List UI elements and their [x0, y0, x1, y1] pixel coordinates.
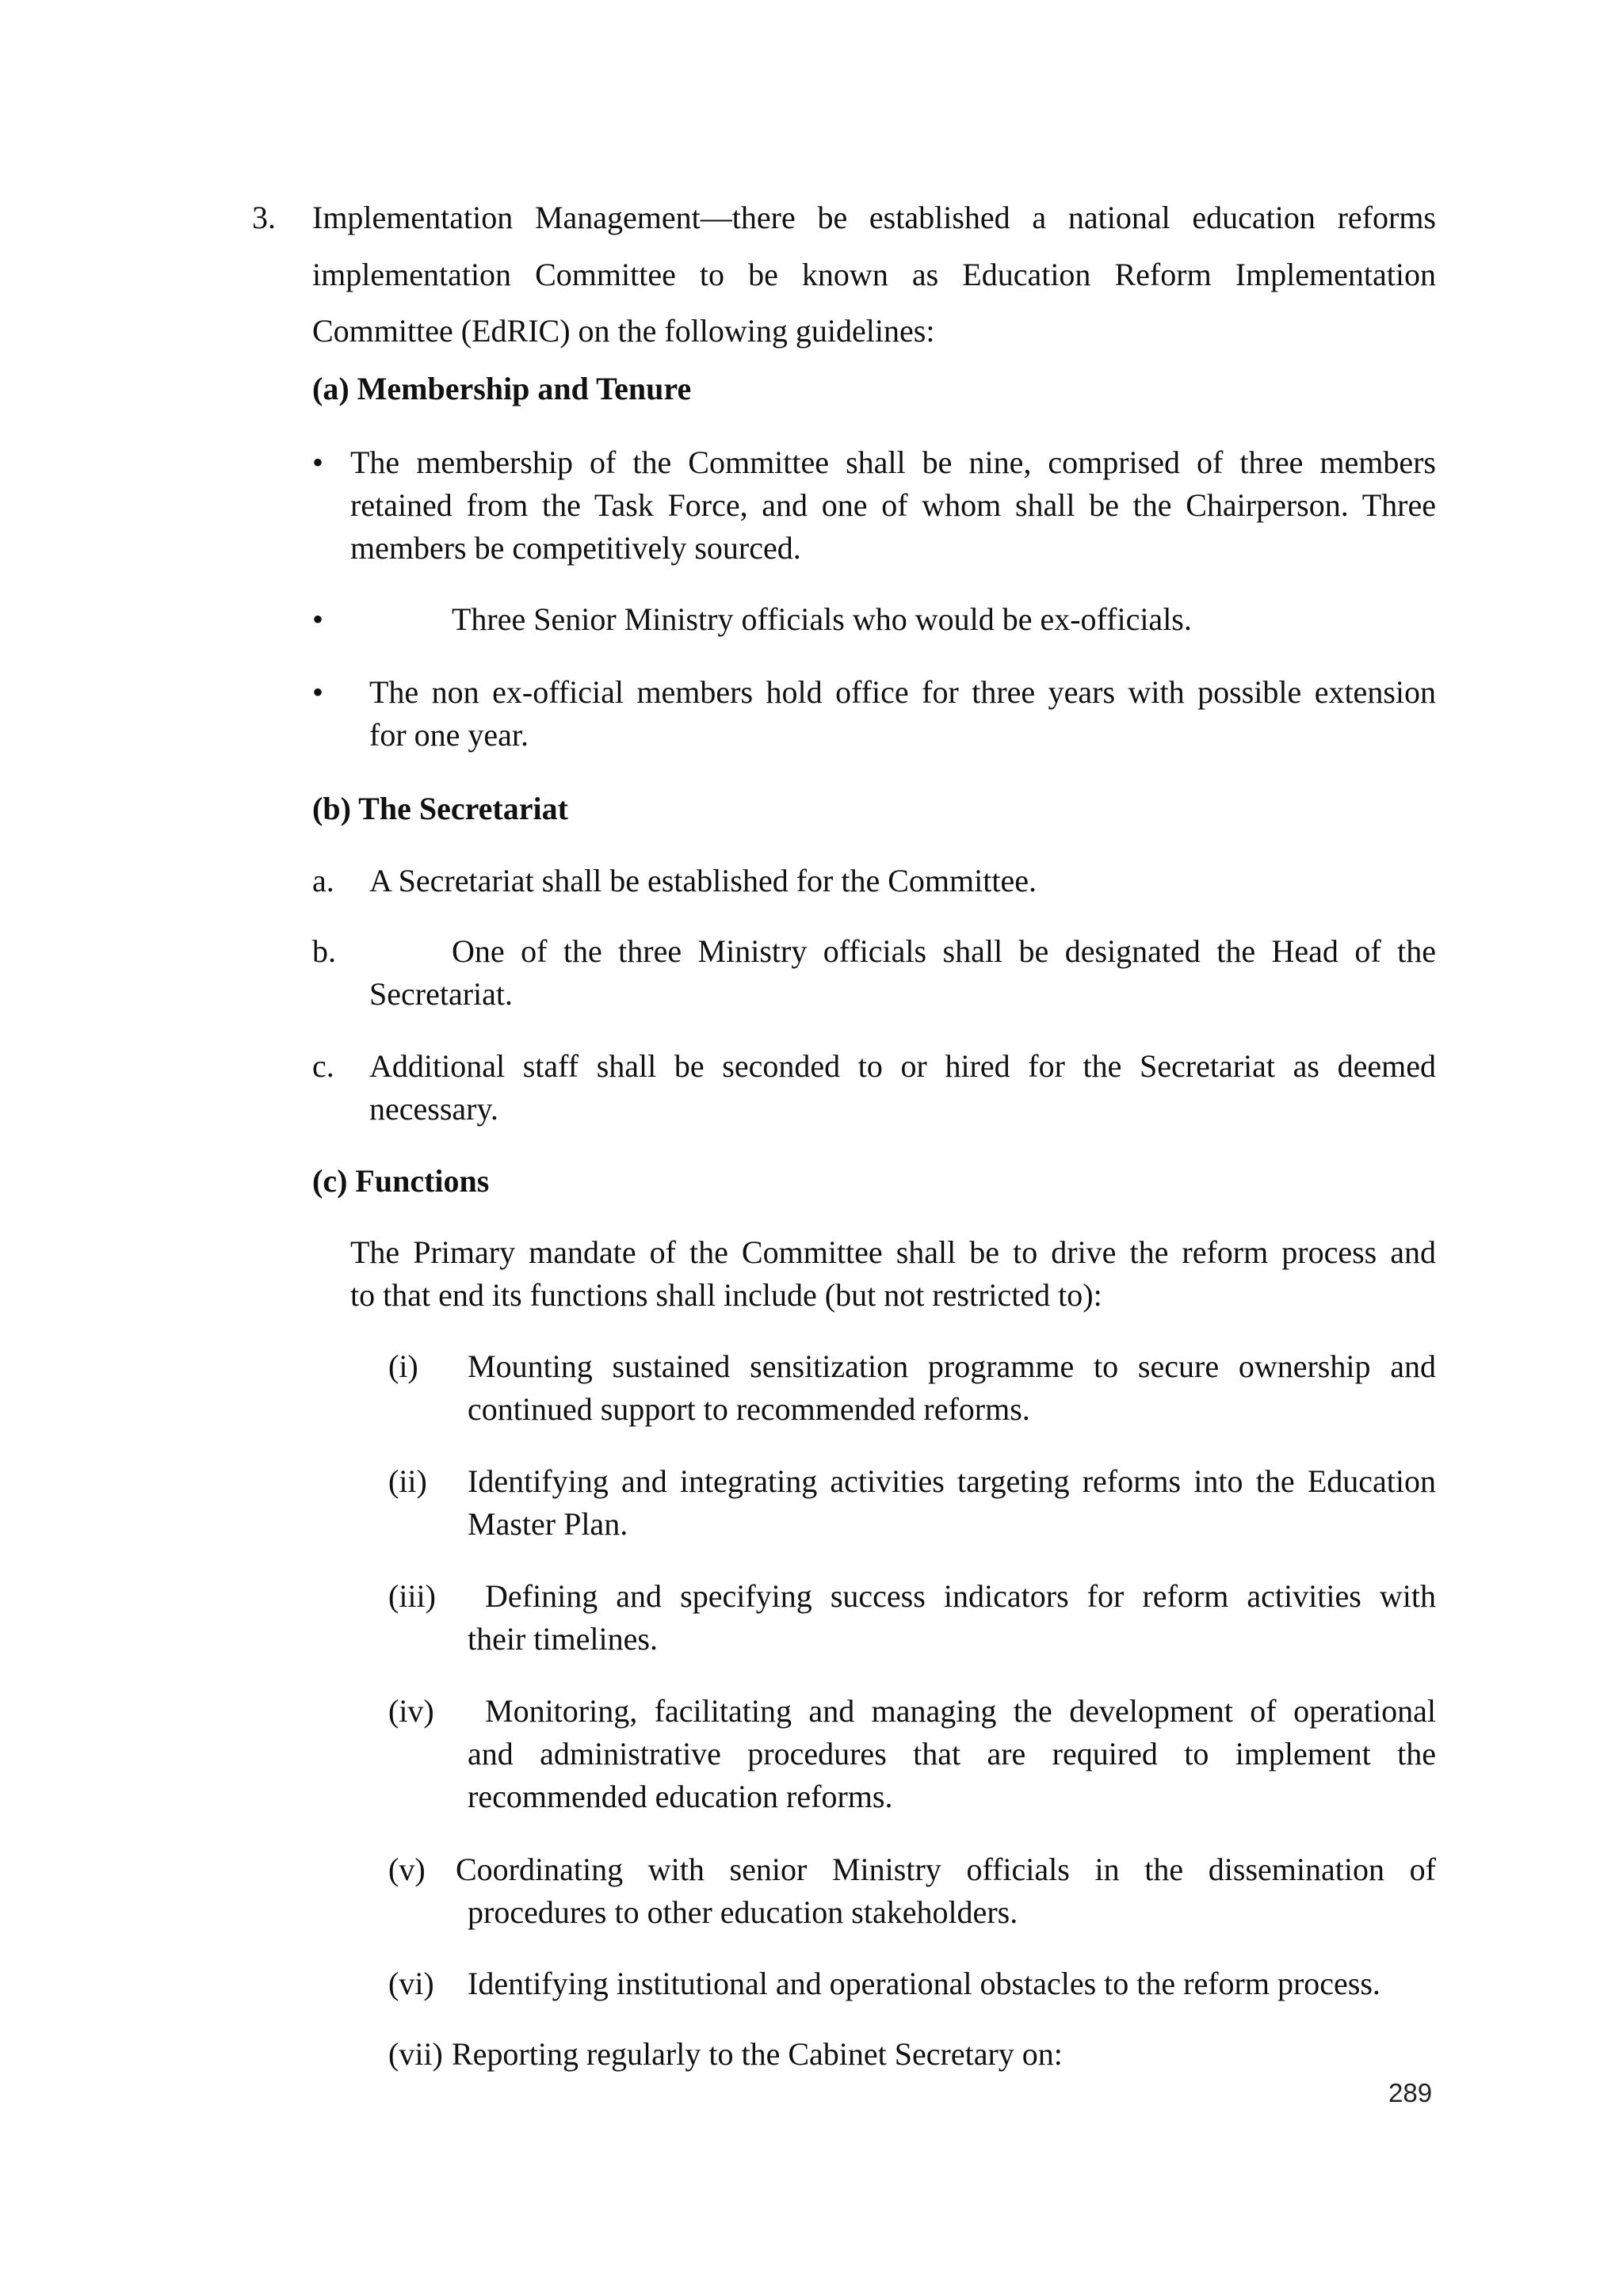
secretariat-c-line-2: necessary. [369, 1091, 498, 1127]
function-i-line-1: Mounting sustained sensitization programme to secure ownership and [468, 1348, 1436, 1384]
list-marker: b. [312, 933, 336, 969]
function-iii-line-1: Defining and specifying success indicators for reform activities with [485, 1578, 1436, 1614]
function-iv-line-1: Monitoring, facilitating and managing the development of operational [485, 1693, 1436, 1729]
functions-intro-line-2: to that end its functions shall include (but not restricted to): [350, 1277, 1102, 1313]
secretariat-b-line-1: One of the three Ministry officials shall be designated the Head of the [452, 933, 1436, 969]
secretariat-a-line-1: A Secretariat shall be established for the Committee. [369, 863, 1037, 898]
function-iv-line-2: and administrative procedures that are required to implement the [468, 1736, 1436, 1772]
function-iii-line-2: their timelines. [468, 1621, 658, 1657]
functions-intro-line-1: The Primary mandate of the Committee shall be to drive the reform process and [350, 1234, 1436, 1270]
secretariat-b-line-2: Secretariat. [369, 976, 513, 1012]
item3-line-1: Implementation Management—there be established a national education reforms [312, 200, 1436, 235]
bullet-symbol: • [312, 674, 324, 710]
function-ii-line-2: Master Plan. [468, 1506, 628, 1542]
list-marker: (ii) [388, 1463, 427, 1499]
function-ii-line-1: Identifying and integrating activities targeting reforms into the Education [468, 1463, 1436, 1499]
section-c-heading: (c) Functions [312, 1163, 490, 1199]
list-marker: c. [312, 1048, 334, 1084]
bullet-1-line-2: retained from the Task Force, and one of whom shall be the Chairperson. Three [350, 487, 1436, 523]
bullet-symbol: • [312, 444, 324, 480]
item3-line-3: Committee (EdRIC) on the following guidelines: [312, 313, 935, 349]
section-a-heading: (a) Membership and Tenure [312, 371, 692, 406]
list-marker: (iv) [388, 1693, 434, 1729]
bullet-3-line-1: The non ex-official members hold office for three years with possible extension [369, 674, 1436, 710]
item3-line-2: implementation Committee to be known as Education Reform Implementation [312, 257, 1436, 292]
list-marker: (i) [388, 1348, 418, 1384]
bullet-symbol: • [312, 601, 324, 637]
function-v-line-1: Coordinating with senior Ministry officials in the dissemination of [456, 1852, 1436, 1887]
list-marker: (iii) [388, 1578, 436, 1614]
list-marker: (vi) [388, 1966, 434, 2001]
section-b-heading: (b) The Secretariat [312, 791, 568, 826]
bullet-1-line-1: The membership of the Committee shall be nine, comprised of three members [350, 444, 1436, 480]
function-i-line-2: continued support to recommended reforms. [468, 1391, 1030, 1427]
list-marker: a. [312, 863, 334, 898]
bullet-2-line-1: Three Senior Ministry officials who would be ex-officials. [452, 601, 1192, 637]
function-vi-line-1: Identifying institutional and operational obstacles to the reform process. [468, 1966, 1381, 2001]
function-v-line-2: procedures to other education stakeholders. [468, 1894, 1018, 1930]
list-marker: (v) [388, 1852, 426, 1887]
page-number: 289 [1388, 2078, 1433, 2107]
list-marker: (vii) [388, 2036, 443, 2072]
function-iv-line-3: recommended education reforms. [468, 1779, 893, 1814]
secretariat-c-line-1: Additional staff shall be seconded to or hired for the Secretariat as deemed [369, 1048, 1436, 1084]
bullet-3-line-2: for one year. [369, 717, 529, 753]
bullet-1-line-3: members be competitively sourced. [350, 530, 801, 566]
function-vii-line-1: Reporting regularly to the Cabinet Secretary on: [452, 2036, 1063, 2072]
item-number: 3. [252, 200, 276, 235]
